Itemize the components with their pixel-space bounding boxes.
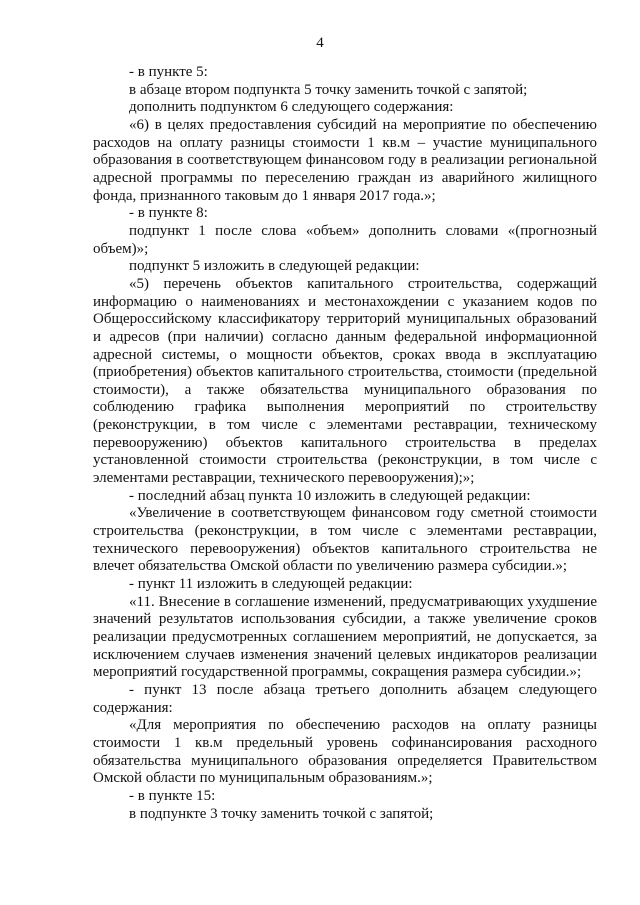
- paragraph: «11. Внесение в соглашение изменений, предусматривающих ухудшение значений результатов использования субсидии, а также увеличение сроков реализации предусмотренных соглашением мероприятий, не допускается, за исключением случаев изменения значений целевых индикаторов реализации мероприятий государственной программы, сокращения размера субсидии.»;: [93, 593, 597, 681]
- paragraph: - в пункте 5:: [129, 64, 208, 80]
- paragraph: дополнить подпунктом 6 следующего содержания:: [129, 99, 454, 116]
- paragraph: в подпункте 3 точку заменить точкой с запятой;: [129, 805, 434, 822]
- paragraph: «Увеличение в соответствующем финансовом году сметной стоимости строительства (реконструкции, в том числе с элементами реставрации, технического перевооружения) объектов капитального строительства не влечет обязательства Омской области по увеличению размера субсидии.»;: [93, 505, 597, 575]
- document-body: [93, 64, 597, 823]
- paragraph: - пункт 11 изложить в следующей редакции:: [129, 576, 413, 593]
- paragraph: подпункт 5 изложить в следующей редакции:: [129, 258, 420, 275]
- paragraph: - в пункте 8:: [129, 205, 208, 222]
- paragraph: подпункт 1 после слова «объем» дополнить словами «(прогнозный объем)»;: [93, 222, 597, 257]
- page-number: 4: [316, 35, 324, 51]
- paragraph: в абзаце втором подпункта 5 точку заменить точкой с запятой;: [129, 81, 528, 98]
- paragraph: - в пункте 15:: [129, 787, 216, 804]
- paragraph: - последний абзац пункта 10 изложить в следующей редакции:: [129, 487, 531, 504]
- paragraph: «Для мероприятия по обеспечению расходов на оплату разницы стоимости 1 кв.м предельный уровень софинансирования расходного обязательства муниципального образования определяется Правительством Омской области по муниципальным образованиям.»;: [93, 717, 597, 787]
- paragraph: - пункт 13 после абзаца третьего дополнить абзацем следующего содержания:: [93, 681, 597, 716]
- paragraph: «6) в целях предоставления субсидий на мероприятие по обеспечению расходов на оплату разницы стоимости 1 кв.м – участие муниципального образования в соответствующем финансовом году в реализации региональной адресной программы по переселению граждан из аварийного жилищного фонда, признанного таковым до 1 января 2017 года.»;: [93, 116, 597, 204]
- paragraph: «5) перечень объектов капитального строительства, содержащий информацию о наименованиях и местонахождении с указанием кодов по Общероссийскому классификатору территорий муниципальных образований и адресов (при наличии) согласно данным федеральной информационной адресной системы, о мощности объектов, сроках ввода в эксплуатацию (приобретения) объектов капитального строительства, стоимости (предельной стоимости), а также обязательства муниципального образования по соблюдению графика выполнения мероприятий по строительству (реконструкции, в том числе с элементами реставрации, техническому перевооружению) объектов капитального строительства в пределах установленной стоимости строительства (реконструкции, в том числе с элементами реставрации, технического перевооружения);»;: [93, 275, 597, 487]
